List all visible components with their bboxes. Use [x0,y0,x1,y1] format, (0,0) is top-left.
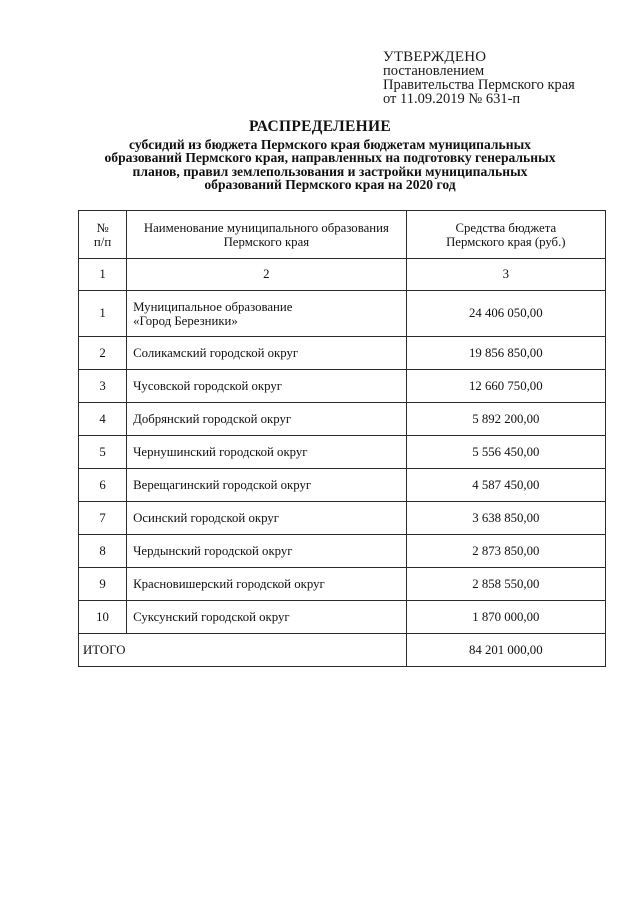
row-num: 8 [79,535,127,568]
row-name [127,291,407,337]
table-row [79,370,606,403]
header-num-line-1: № [96,220,109,235]
total-label: ИТОГО [79,634,407,667]
row-amount: 2 858 550,00 [406,568,605,601]
subtitle-line-1: субсидий из бюджета Пермского края бюджетам муниципальных [129,137,531,152]
approval-line-3: от 11.09.2019 № 631-п [383,91,521,107]
row-amount: 2 873 850,00 [406,535,605,568]
row-name: Чернушинский городской округ [127,436,407,469]
subtitle-line-3: планов, правил землепользования и застройки муниципальных [132,163,528,179]
row-amount: 19 856 850,00 [406,337,605,370]
row-amount: 4 587 450,00 [406,469,605,502]
subtitle-line-4: образований Пермского края на 2020 год [204,177,456,193]
header-num [79,211,127,259]
header-num-line-2: п/п [93,234,112,249]
row-name: Суксунский городской округ [127,601,407,634]
row-num: 9 [79,568,127,601]
row-num: 6 [79,469,127,502]
row-name: Добрянский городской округ [127,403,407,436]
table-row [79,568,606,601]
table-row [79,337,606,370]
table-row [79,403,606,436]
column-index-row [79,259,606,291]
table-header-row [79,211,606,259]
row-num: 7 [79,502,127,535]
row-name: Чусовской городской округ [127,370,407,403]
row-num: 10 [79,601,127,634]
row-name: Осинский городской округ [127,502,407,535]
total-amount: 84 201 000,00 [406,634,605,667]
distribution-table [78,210,606,667]
approval-line-2: Правительства Пермского края [383,77,575,93]
row-name-line-2: «Город Березники» [133,313,238,328]
row-amount: 5 556 450,00 [406,436,605,469]
row-amount: 12 660 750,00 [406,370,605,403]
row-num: 4 [79,403,127,436]
document-title: РАСПРЕДЕЛЕНИЕ [249,118,391,135]
header-name-line-1: Наименование муниципального образования [143,220,389,235]
row-amount: 3 638 850,00 [406,502,605,535]
row-amount: 5 892 200,00 [406,403,605,436]
approval-heading: УТВЕРЖДЕНО [383,49,487,65]
table-row [79,601,606,634]
row-name-line-1: Муниципальное образование [133,299,293,314]
row-num: 3 [79,370,127,403]
total-row [79,634,606,667]
document-subtitle [70,138,590,192]
header-amount [406,211,605,259]
header-amount-line-1: Средства бюджета [455,220,557,235]
table-row [79,436,606,469]
header-amount-line-2: Пермского края (руб.) [446,234,566,249]
row-name: Соликамский городской округ [127,337,407,370]
column-index-2: 2 [127,259,407,291]
row-name: Красновишерский городской округ [127,568,407,601]
table-row [79,469,606,502]
approval-stamp [383,50,575,106]
header-name-line-2: Пермского края [223,234,310,249]
table-row [79,502,606,535]
row-num: 5 [79,436,127,469]
column-index-3: 3 [406,259,605,291]
row-amount: 1 870 000,00 [406,601,605,634]
row-num: 2 [79,337,127,370]
table-row [79,291,606,337]
row-amount: 24 406 050,00 [406,291,605,337]
row-name: Чердынский городской округ [127,535,407,568]
approval-line-1: постановлением [383,63,485,79]
table-row [79,535,606,568]
column-index-1: 1 [79,259,127,291]
header-name [127,211,407,259]
row-num: 1 [79,291,127,337]
row-name: Верещагинский городской округ [127,469,407,502]
subtitle-line-2: образований Пермского края, направленных на подготовку генеральных [104,150,556,166]
